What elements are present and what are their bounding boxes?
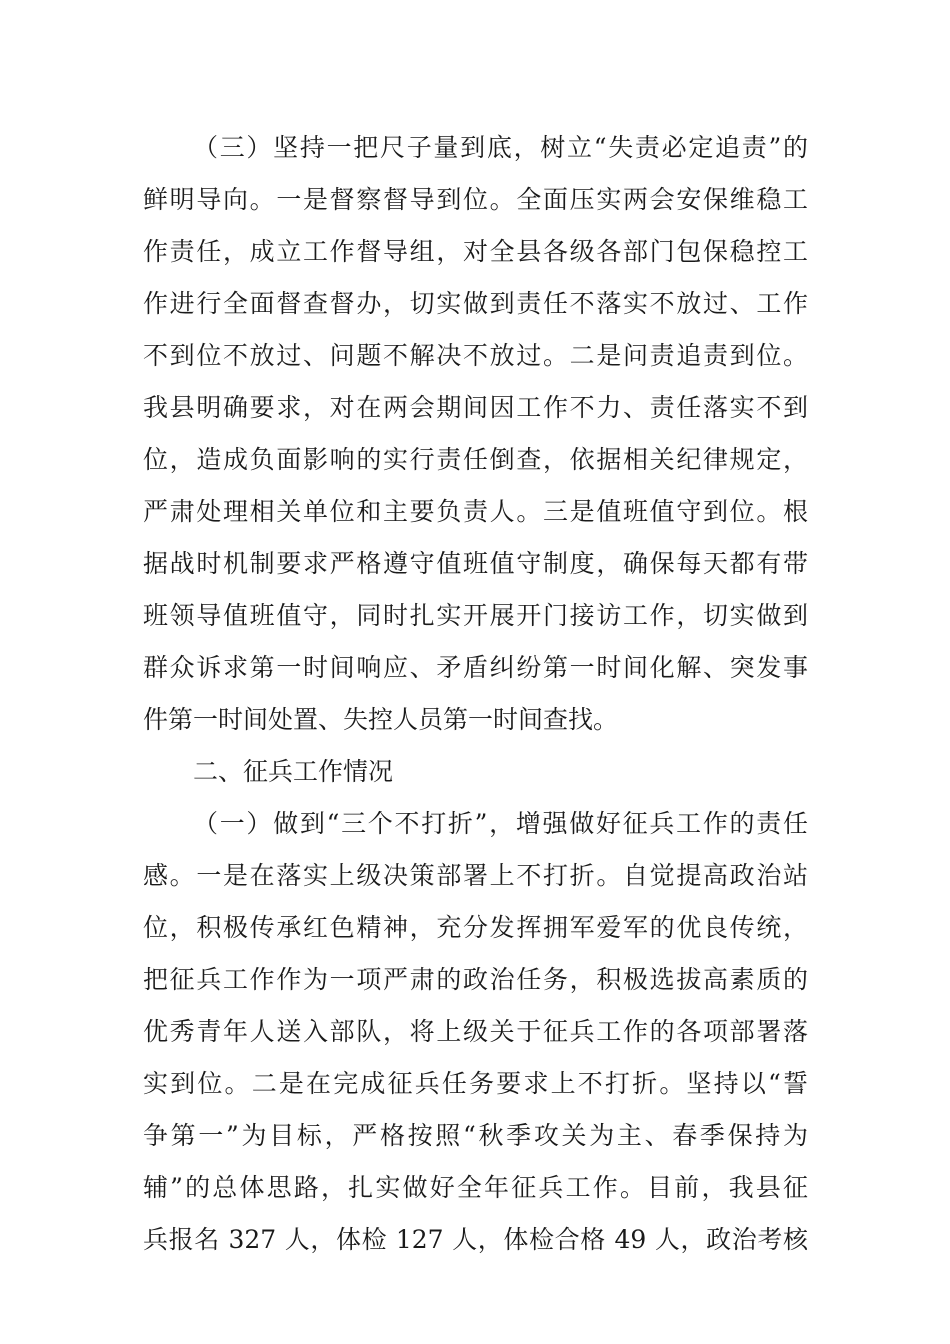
paragraph-3-line-7: 位，造成负面影响的实行责任倒查，依据相关纪律规定， (143, 445, 808, 474)
paragraph-3-line-9: 据战时机制要求严格遵守值班值守制度，确保每天都有带 (143, 549, 808, 578)
paragraph-1-line-6: 实到位。二是在完成征兵任务要求上不打折。坚持以“誓 (143, 1069, 808, 1098)
document-body (143, 122, 808, 1266)
paragraph-3-line-3: 作责任，成立工作督导组，对全县各级各部门包保稳控工 (143, 237, 808, 266)
paragraph-1-line-1: （一）做到“三个不打折”，增强做好征兵工作的责任 (193, 809, 808, 838)
paragraph-3-line-6: 我县明确要求，对在两会期间因工作不力、责任落实不到 (143, 393, 808, 422)
paragraph-3-line-8: 严肃处理相关单位和主要负责人。三是值班值守到位。根 (143, 497, 808, 526)
paragraph-3-line-5: 不到位不放过、问题不解决不放过。二是问责追责到位。 (143, 341, 808, 370)
paragraph-3-line-2: 鲜明导向。一是督察督导到位。全面压实两会安保维稳工 (143, 185, 808, 214)
paragraph-1-line-9: 兵报名 327 人，体检 127 人，体检合格 49 人，政治考核 (143, 1225, 808, 1254)
paragraph-1-line-3: 位，积极传承红色精神，充分发挥拥军爱军的优良传统， (143, 913, 808, 942)
paragraph-3-line-1: （三）坚持一把尺子量到底，树立“失责必定追责”的 (193, 133, 808, 162)
paragraph-1-line-8: 辅”的总体思路，扎实做好全年征兵工作。目前，我县征 (143, 1173, 808, 1202)
paragraph-3-line-12: 件第一时间处置、失控人员第一时间查找。 (143, 705, 619, 734)
paragraph-1-line-2: 感。一是在落实上级决策部署上不打折。自觉提高政治站 (143, 861, 808, 890)
paragraph-3-line-10: 班领导值班值守，同时扎实开展开门接访工作，切实做到 (143, 601, 808, 630)
paragraph-1-line-7: 争第一”为目标，严格按照“秋季攻关为主、春季保持为 (143, 1121, 808, 1150)
paragraph-1-line-4: 把征兵工作作为一项严肃的政治任务，积极选拔高素质的 (143, 965, 808, 994)
paragraph-1-line-5: 优秀青年人送入部队，将上级关于征兵工作的各项部署落 (143, 1017, 808, 1046)
paragraph-3-line-4: 作进行全面督查督办，切实做到责任不落实不放过、工作 (143, 289, 808, 318)
paragraph-3-line-11: 群众诉求第一时间响应、矛盾纠纷第一时间化解、突发事 (143, 653, 808, 682)
section-heading: 二、征兵工作情况 (193, 757, 394, 786)
